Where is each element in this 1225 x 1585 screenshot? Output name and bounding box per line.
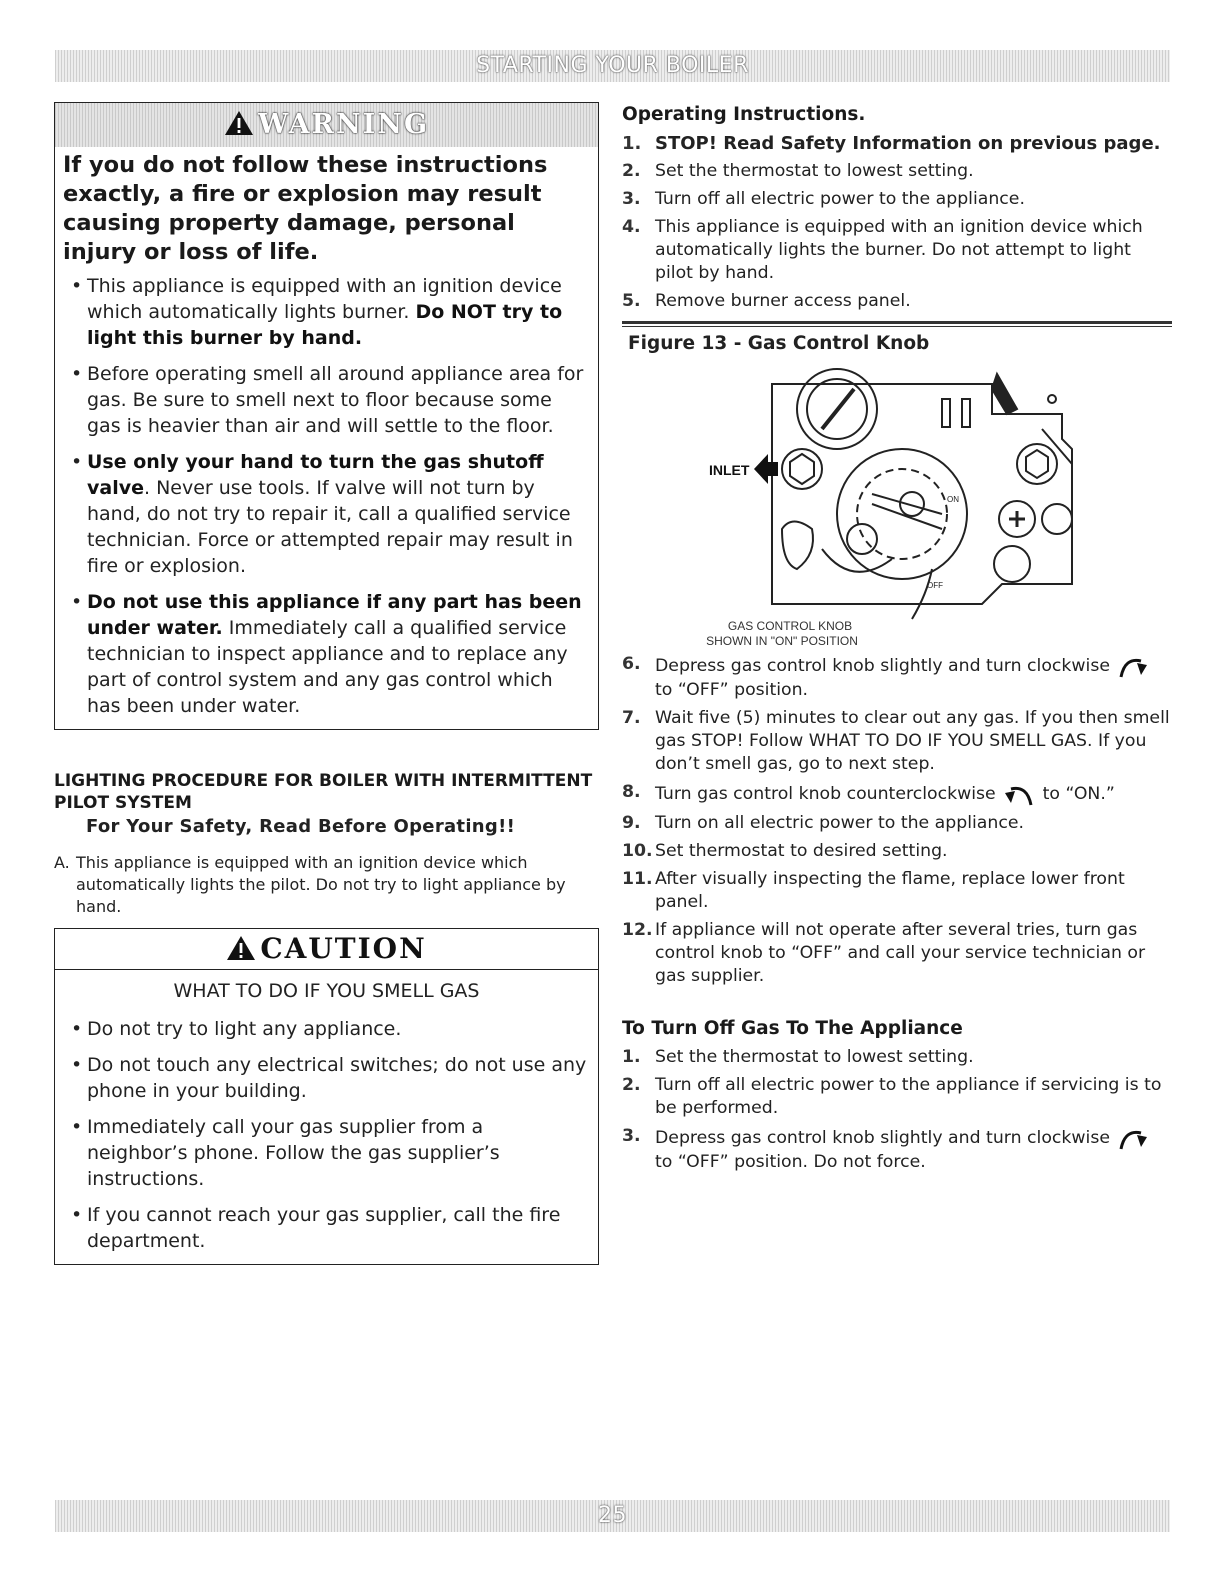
step-text: Turn off all electric power to the appliance. [655,189,1025,209]
caution-header [55,929,598,970]
knob-caption-line2: SHOWN IN "ON" POSITION [706,634,858,648]
step-text: Depress gas control knob slightly and turn clockwise [655,656,1110,676]
step-number: 11. [622,869,653,889]
page-number: 25 [598,1503,627,1528]
operating-heading: Operating Instructions. [622,104,866,125]
operating-step [622,781,1172,807]
bullet-dot-icon: • [71,1018,83,1040]
bullet-bold-text: Do not use this appliance if any part has been under water. [87,591,582,639]
clockwise-arrow-icon [1117,653,1149,679]
figure-top-rule [622,321,1172,324]
clockwise-arrow-icon [1117,1125,1149,1151]
step-text: Set the thermostat to lowest setting. [655,1047,974,1067]
step-text-continued: to “OFF” position. [655,680,809,700]
bullet-text: Immediately call your gas supplier from a neighbor’s phone. Follow the gas supplier’s instructions. [87,1116,500,1190]
step-number: 7. [622,708,641,728]
operating-step [622,812,1172,835]
step-number: 6. [622,654,641,674]
warning-bullet-item [65,361,588,439]
bullet-text: Do not touch any electrical switches; do not use any phone in your building. [87,1054,587,1102]
step-number: 2. [622,1075,641,1095]
step-number: 2. [622,161,641,181]
caution-bullet-item [65,1202,588,1254]
operating-step [622,1046,1172,1069]
bullet-dot-icon: • [71,1054,83,1076]
operating-step [622,868,1172,914]
step-text: STOP! Read Safety Information on previous page. [655,133,1161,154]
bullet-text: Do not try to light any appliance. [87,1018,402,1040]
bullet-dot-icon: • [71,1116,83,1138]
operating-steps-1-5 [622,132,1172,313]
step-text: This appliance is equipped with an ignition device which automatically lights the burner. Do not attempt to light pilot by hand. [655,217,1143,283]
bullet-dot-icon: • [71,1204,83,1226]
step-text-continued: to “ON.” [1042,784,1115,804]
operating-steps-6-12 [622,653,1172,988]
bullet-bold-text: Use only your hand to turn the gas shutoff valve [87,451,544,499]
step-number: 3. [622,189,641,209]
step-number: 1. [622,1047,641,1067]
step-text: Remove burner access panel. [655,291,911,311]
caution-bullet-item [65,1052,588,1104]
caution-bullet-list [55,1016,598,1254]
step-text: After visually inspecting the flame, replace lower front panel. [655,869,1125,912]
step-text: Turn on all electric power to the appliance. [655,813,1024,833]
operating-step [622,1125,1172,1174]
item-label: A. [54,853,70,872]
caution-bullet-item [65,1114,588,1192]
caution-box [54,928,599,1265]
warning-bullet-item [65,449,588,579]
lighting-item-a [54,852,599,918]
turn-off-heading: To Turn Off Gas To The Appliance [622,1018,963,1039]
counterclockwise-arrow-icon [1003,781,1035,807]
step-number: 8. [622,782,641,802]
off-label: OFF [927,581,943,590]
step-text: Set thermostat to desired setting. [655,841,948,861]
warning-bullet-item [65,273,588,351]
step-text: Turn off all electric power to the appliance if servicing is to be performed. [655,1075,1162,1118]
step-number: 5. [622,291,641,311]
item-text: This appliance is equipped with an ignition device which automatically lights the pilot. Do not try to light appliance by hand. [76,853,566,916]
warning-bullet-list [55,273,598,719]
header-band [55,50,1170,82]
on-label: ON [947,495,959,504]
caution-subtitle: WHAT TO DO IF YOU SMELL GAS [173,980,480,1002]
caution-title: CAUTION [260,932,427,965]
lighting-procedure-heading: LIGHTING PROCEDURE FOR BOILER WITH INTERMITTENT PILOT SYSTEM [54,771,593,813]
step-number: 12. [622,920,653,940]
bullet-dot-icon: • [71,451,83,473]
step-text: Set the thermostat to lowest setting. [655,161,974,181]
step-number: 9. [622,813,641,833]
warning-lead-text: If you do not follow these instructions exactly, a fire or explosion may result causing property damage, personal injury or loss of life. [63,152,548,265]
gas-control-figure [622,354,1172,649]
bullet-bold-text: Do NOT try to light this burner by hand. [87,301,563,349]
bullet-dot-icon: • [71,363,83,385]
operating-step [622,160,1172,183]
operating-step [622,216,1172,285]
right-column [622,102,1172,1179]
step-text: Depress gas control knob slightly and turn clockwise [655,1128,1110,1148]
operating-step [622,1074,1172,1120]
gas-control-valve-diagram [622,354,1172,649]
warning-box [54,102,599,730]
left-column [54,102,599,1265]
operating-step [622,919,1172,988]
warning-triangle-icon [226,935,256,961]
step-text: Wait five (5) minutes to clear out any gas. If you then smell gas STOP! Follow WHAT TO DO IF YOU SMELL GAS. If you don’t smell gas, go to next step. [655,708,1170,774]
inlet-label: INLET [709,462,750,478]
bullet-dot-icon: • [71,591,83,613]
operating-step [622,132,1172,155]
footer-band [55,1500,1170,1532]
warning-triangle-icon [224,110,254,136]
bullet-after-text: Immediately call a qualified service technician to inspect appliance and to replace any part of control system and any gas control which has been under water. [87,617,568,717]
bullet-after-text: . Never use tools. If valve will not turn by hand, do not try to repair it, call a qualified service technician. Force or attempted repair may result in fire or explosion. [87,477,573,577]
operating-step [622,840,1172,863]
step-text: If appliance will not operate after several tries, turn gas control knob to “OFF” and call your service technician or gas supplier. [655,920,1146,986]
warning-title: WARNING [257,109,430,140]
turn-off-steps [622,1046,1172,1174]
step-text: Turn gas control knob counterclockwise [655,784,996,804]
operating-step [622,188,1172,211]
safety-subheading: For Your Safety, Read Before Operating!! [86,816,516,837]
step-text-continued: to “OFF” position. Do not force. [655,1152,926,1172]
step-number: 3. [622,1126,641,1146]
warning-header [55,103,598,147]
bullet-text: If you cannot reach your gas supplier, call the fire department. [87,1204,561,1252]
step-number: 4. [622,217,641,237]
operating-step [622,707,1172,776]
caution-bullet-item [65,1016,588,1042]
figure-caption: Figure 13 - Gas Control Knob [628,333,930,354]
operating-step [622,290,1172,313]
knob-caption-line1: GAS CONTROL KNOB [727,619,853,633]
figure-top-rule-thin [622,326,1172,327]
page-header-title: STARTING YOUR BOILER [476,53,749,78]
bullet-dot-icon: • [71,275,83,297]
step-number: 10. [622,841,653,861]
bullet-text: This appliance is equipped with an ignition device which automatically lights burner. [87,275,562,323]
step-number: 1. [622,133,642,154]
operating-step [622,653,1172,702]
inlet-arrow-icon [754,454,778,484]
warning-bullet-item [65,589,588,719]
bullet-text: Before operating smell all around appliance area for gas. Be sure to smell next to floor because some gas is heavier than air and will settle to the floor. [87,363,584,437]
